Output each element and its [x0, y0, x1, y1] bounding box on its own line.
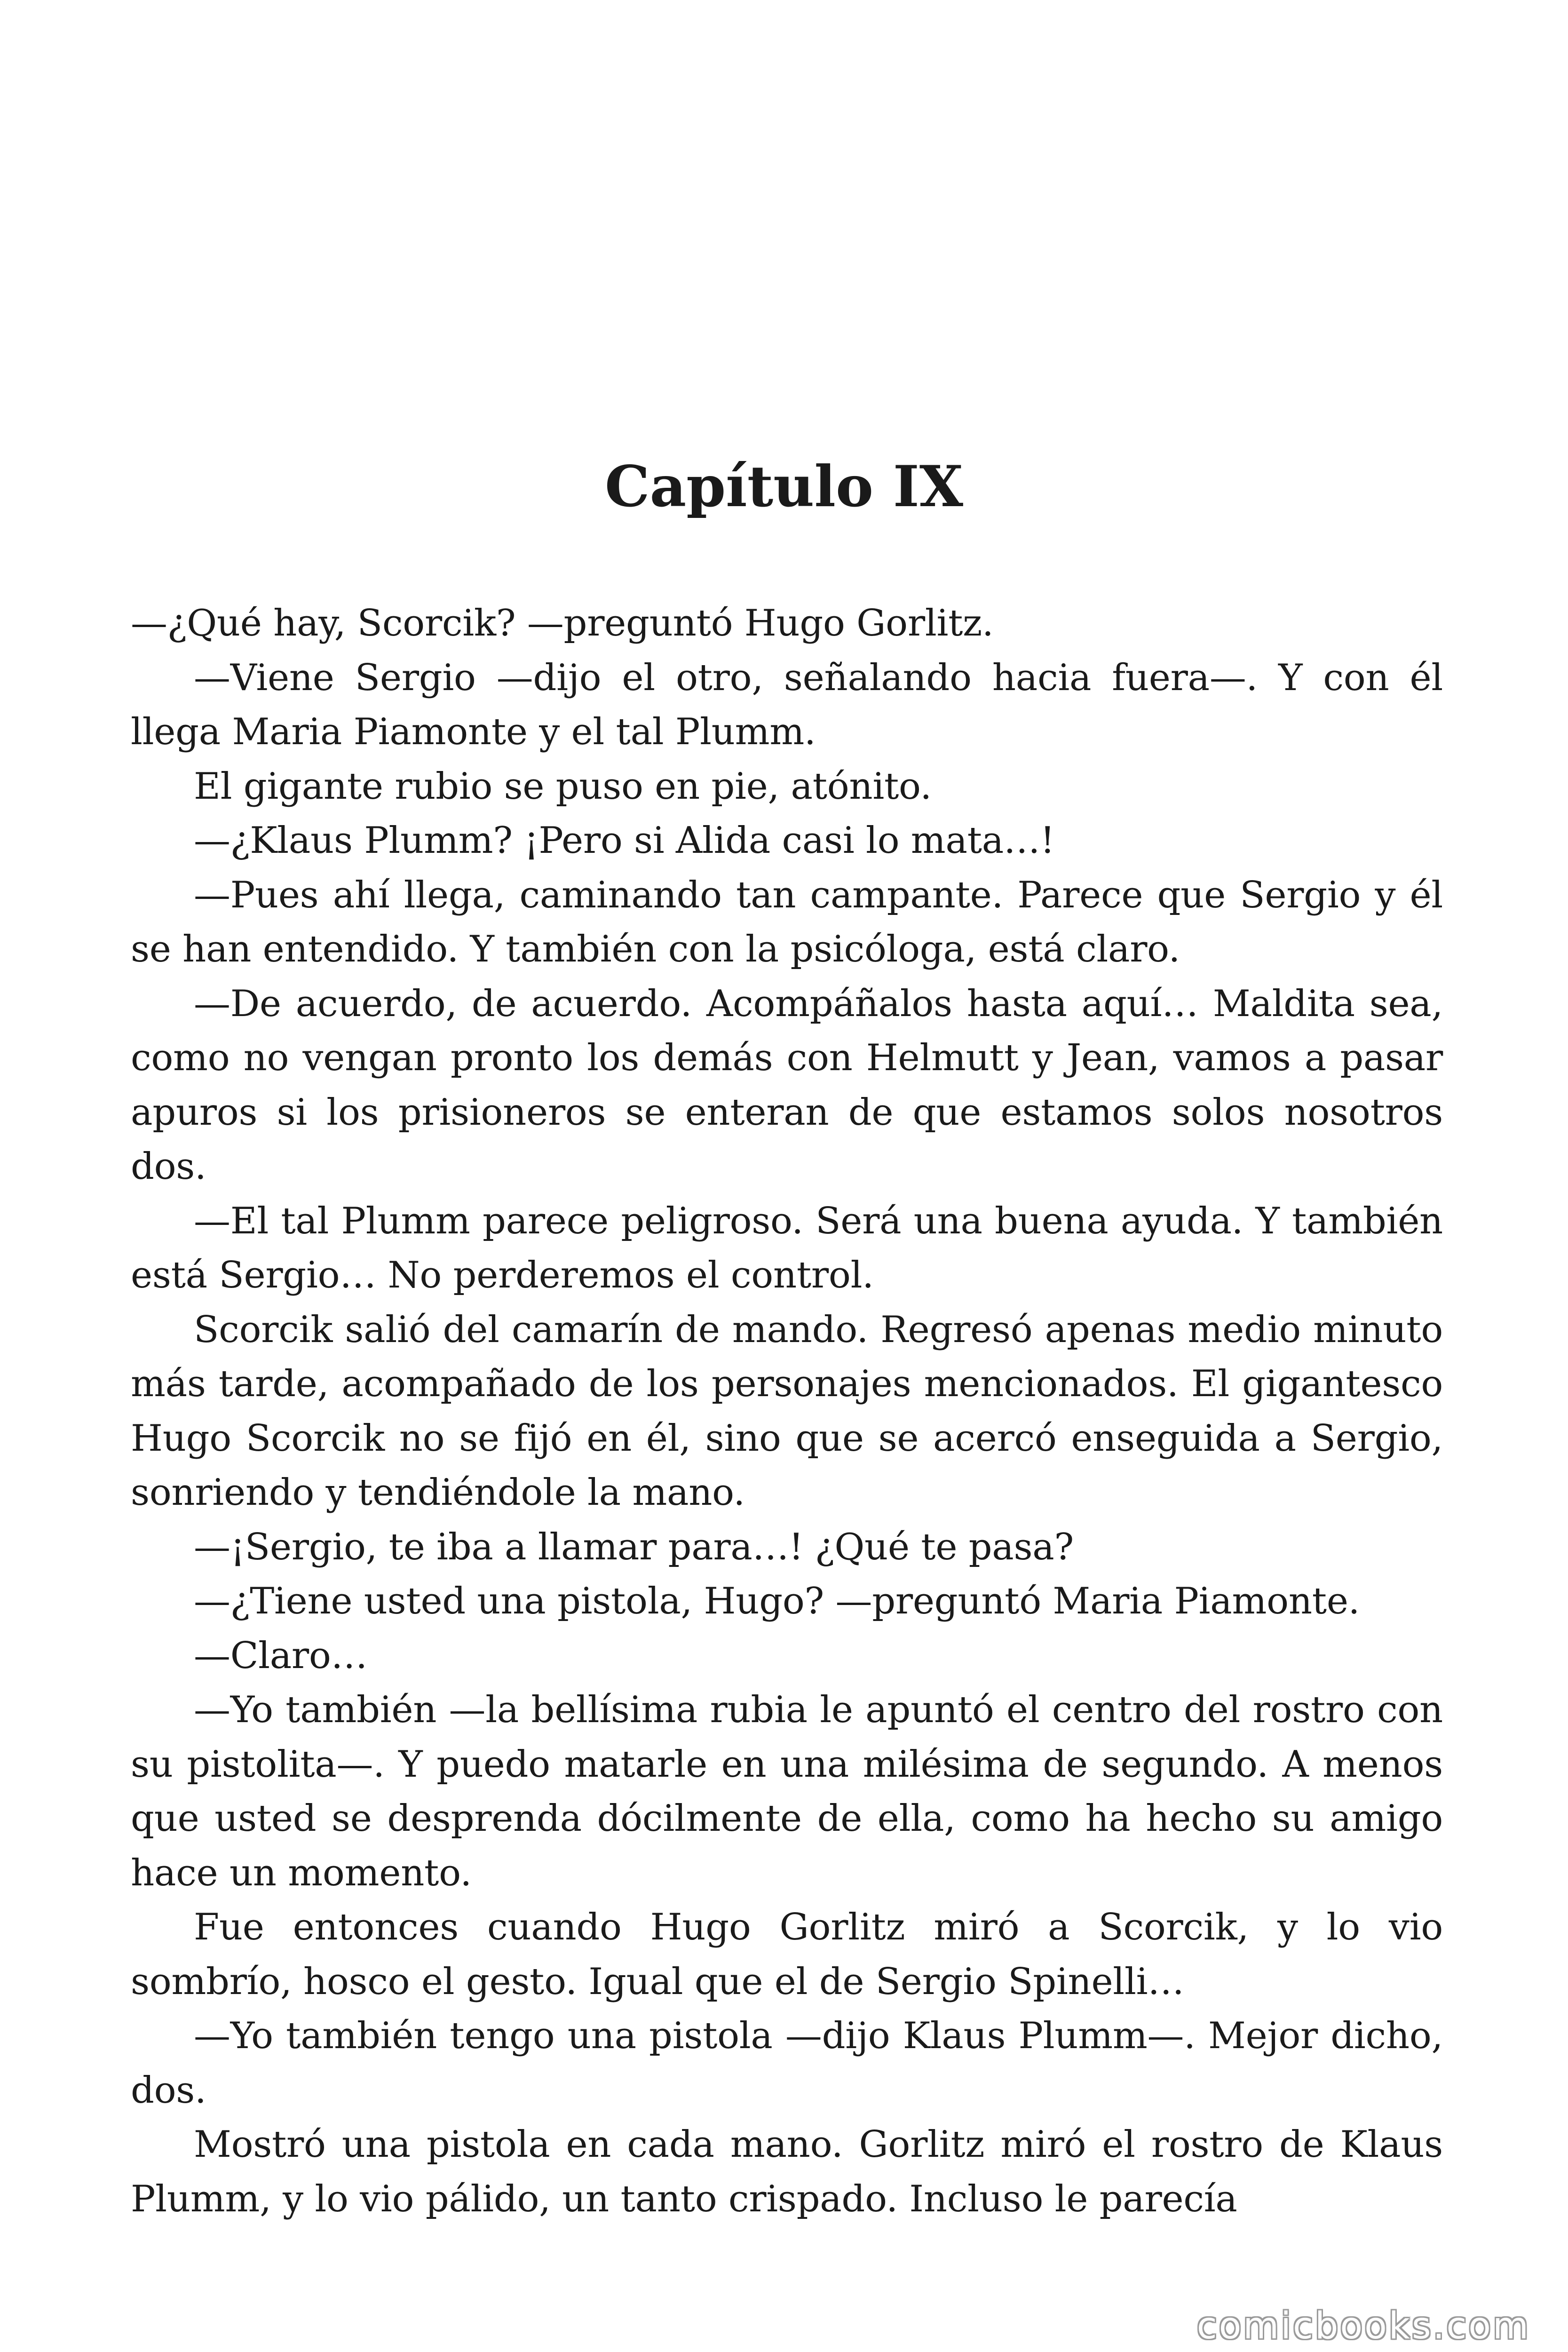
paragraph: Mostró una pistola en cada mano. Gorlitz miró el rostro de Klaus Plumm, y lo vio pálido, un tanto crispado. Incluso le parecía	[131, 2123, 1443, 2220]
paragraph: —¿Qué hay, Scorcik? —preguntó Hugo Gorlitz.	[131, 602, 994, 644]
paragraph: —¿Klaus Plumm? ¡Pero si Alida casi lo mata…!	[194, 819, 1055, 862]
chapter-body	[131, 596, 1443, 2226]
paragraph: —El tal Plumm parece peligroso. Será una buena ayuda. Y también está Sergio… No perderemos el control.	[131, 1200, 1443, 1296]
paragraph: Fue entonces cuando Hugo Gorlitz miró a Scorcik, y lo vio sombrío, hosco el gesto. Igual que el de Sergio Spinelli…	[131, 1906, 1443, 2003]
paragraph: Scorcik salió del camarín de mando. Regresó apenas medio minuto más tarde, acompañado de los personajes mencionados. El gigantesco Hugo Scorcik no se fijó en él, sino que se acercó enseguida a Sergio, sonriendo y tendiéndole la mano.	[131, 1308, 1443, 1514]
paragraph: —Pues ahí llega, caminando tan campante. Parece que Sergio y él se han entendido. Y también con la psicóloga, está claro.	[131, 874, 1443, 970]
paragraph: —Claro…	[194, 1634, 368, 1677]
paragraph: —Yo también tengo una pistola —dijo Klaus Plumm—. Mejor dicho, dos.	[131, 2015, 1443, 2112]
paragraph: —¿Tiene usted una pistola, Hugo? —preguntó Maria Piamonte.	[194, 1580, 1360, 1622]
paragraph: El gigante rubio se puso en pie, atónito.	[194, 765, 932, 808]
paragraph: —Viene Sergio —dijo el otro, señalando hacia fuera—. Y con él llega Maria Piamonte y el tal Plumm.	[131, 656, 1443, 753]
watermark-text: comicbooks.com	[1196, 2305, 1530, 2347]
chapter-title: Capítulo IX	[604, 453, 964, 520]
paragraph: —De acuerdo, de acuerdo. Acompáñalos hasta aquí… Maldita sea, como no vengan pronto los demás con Helmutt y Jean, vamos a pasar apuros si los prisioneros se enteran de que estamos solos nosotros dos.	[131, 982, 1443, 1188]
paragraph: —¡Sergio, te iba a llamar para…! ¿Qué te pasa?	[194, 1526, 1074, 1568]
paragraph: —Yo también —la bellísima rubia le apuntó el centro del rostro con su pistolita—. Y puedo matarle en una milésima de segundo. A menos que usted se desprenda dócilmente de ella, como ha hecho su amigo hace un momento.	[131, 1689, 1443, 1894]
